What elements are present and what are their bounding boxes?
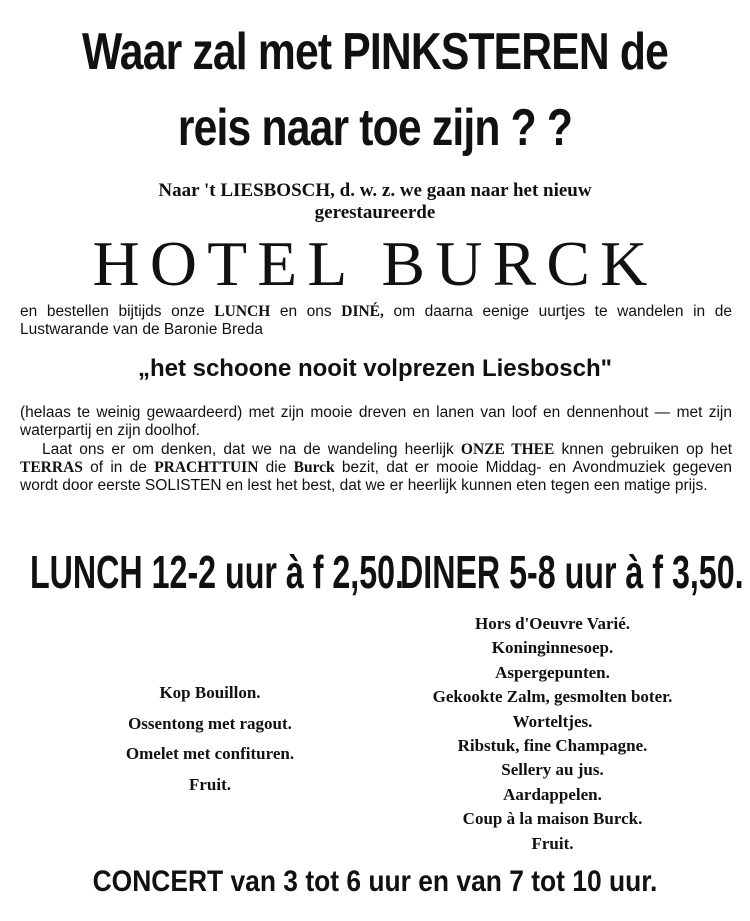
emphasis-dine: DINÉ, [341,303,384,320]
emphasis-terras: TERRAS [20,459,83,476]
diner-menu-item: Sellery au jus. [501,760,604,780]
diner-menu-item: Aspergepunten. [495,662,610,682]
paragraph-tea-terrace [20,441,732,495]
subheadline-line-2: gerestaureerde [314,202,436,223]
paragraph-text: en ons [270,303,342,320]
paragraph-text: of in de [82,459,155,476]
diner-menu [380,612,725,856]
emphasis-onze-thee: ONZE THEE [460,441,555,458]
diner-menu-item: Ribstuk, fine Champagne. [457,736,648,756]
diner-menu-item: Hors d'Oeuvre Varié. [474,614,631,633]
diner-menu-item: Aardappelen. [503,784,602,804]
diner-menu-item: Gekookte Zalm, gesmolten boter. [432,687,673,707]
paragraph-text: Laat ons er om denken, dat we na de wandeling heerlijk [42,441,461,458]
paragraph-text: die [258,459,294,476]
lunch-menu-item: Ossentong met ragout. [128,713,292,733]
diner-menu-item: Fruit. [531,833,574,853]
subheadline-line-1: Naar 't LIESBOSCH, d. w. z. we gaan naar het nieuw [158,180,592,201]
liesbosch-quote: „het schoone nooit volprezen Liesbosch" [137,355,613,382]
paragraph-text: knnen gebruiken op het [554,441,733,458]
paragraph-description: (helaas te weinig gewaardeerd) met zijn mooie dreven en lanen van loof en dennenhout — met zijn waterpartij en zijn doolhof. [20,404,732,439]
emphasis-lunch: LUNCH [214,303,271,320]
concert-line: CONCERT van 3 tot 6 uur en van 7 tot 10 uur. [92,865,658,898]
paragraph-text: om daarna eenige uurtjes te wandelen in de Lustwarande van de Baronie Breda [20,303,733,338]
diner-menu-item: Worteltjes. [512,711,593,731]
lunch-menu-item: Omelet met confituren. [125,744,295,763]
paragraph-reservation [20,303,732,339]
lunch-menu-item: Kop Bouillon. [159,683,261,702]
lunch-menu [60,678,360,800]
paragraph-text: bezit, dat er mooie Middag- en Avondmuziek gegeven wordt door eerste SOLISTEN en lest het best, dat we er heerlijk kunnen eten tegen een matige prijs. [20,459,732,494]
emphasis-burck: Burck [293,459,335,476]
diner-menu-item: Koninginnesoep. [491,638,614,658]
hotel-name: HOTEL BURCK [92,228,658,299]
diner-menu-item: Coup à la maison Burck. [462,809,643,829]
lunch-menu-item: Fruit. [188,774,232,794]
emphasis-prachttuin: PRACHTTUIN [154,459,259,476]
paragraph-text: en bestellen bijtijds onze [20,303,215,320]
diner-price-heading: DINER 5-8 uur à f 3,50. [400,546,744,598]
lunch-price-heading: LUNCH 12-2 uur à f 2,50. [30,546,404,598]
headline-line-1: Waar zal met PINKSTEREN de [81,23,669,81]
headline-line-2: reis naar toe zijn ? ? [177,99,573,157]
